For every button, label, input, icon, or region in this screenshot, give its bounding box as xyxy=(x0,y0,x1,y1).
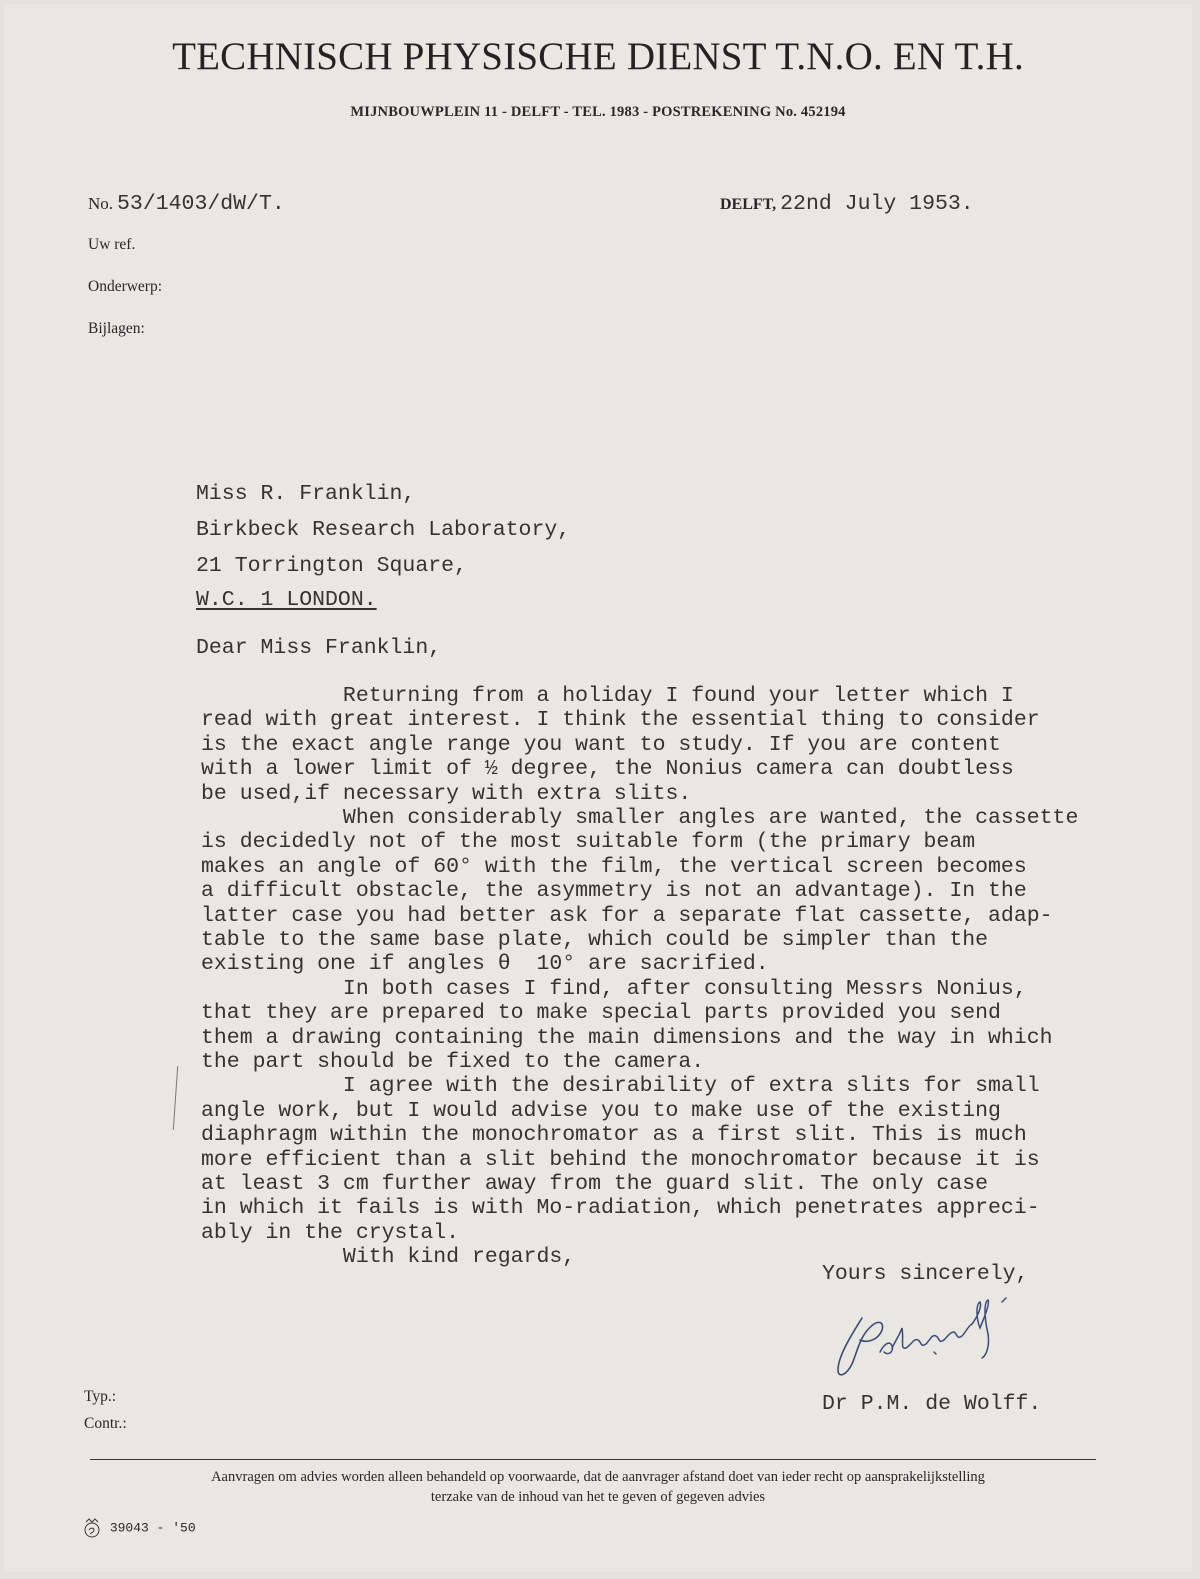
body-line: table to the same base plate, which could be simpler than the xyxy=(201,928,989,952)
body-line: Returning from a holiday I found your letter which I xyxy=(201,684,1014,708)
body-line: diaphragm within the monochromator as a first slit. This is much xyxy=(201,1123,1027,1148)
body-line: more efficient than a slit behind the monochromator because it is xyxy=(201,1147,1040,1172)
body-line: In both cases I find, after consulting Messrs Nonius, xyxy=(201,976,1027,1001)
letterhead-address: MIJNBOUWPLEIN 11 - DELFT - TEL. 1983 - POSTREKENING No. 452194 xyxy=(350,104,846,120)
place-label: DELFT, xyxy=(720,196,777,213)
body-line: is decidedly not of the most suitable form (the primary beam xyxy=(201,830,976,855)
date-value: 22nd July 1953. xyxy=(780,192,974,216)
body-line: makes an angle of 60° with the film, the vertical screen becomes xyxy=(201,854,1027,879)
form-number xyxy=(82,1517,196,1539)
body-line: be used,if necessary with extra slits. xyxy=(201,781,692,806)
body-line: existing one if angles θ 10° are sacrified. xyxy=(201,952,769,977)
body-line: read with great interest. I think the essential thing to consider xyxy=(201,708,1040,733)
footer-disclaimer: Aanvragen om advies worden alleen behandeld op voorwaarde, dat de aanvrager afstand doet van ieder recht op aansprakelijkstelling xyxy=(211,1469,985,1485)
footer-divider xyxy=(90,1459,1096,1460)
body-line: a difficult obstacle, the asymmetry is not an advantage). In the xyxy=(201,879,1027,904)
recipient-line: Birkbeck Research Laboratory, xyxy=(196,518,571,542)
body-line: latter case you had better ask for a separate flat cassette, adap- xyxy=(201,903,1053,928)
body-line: I agree with the desirability of extra slits for small xyxy=(201,1074,1040,1099)
body-line: With kind regards, xyxy=(201,1245,576,1270)
letter-sheet xyxy=(4,4,1192,1572)
letter-date xyxy=(720,192,974,216)
bijlagen-label: Bijlagen: xyxy=(88,320,145,337)
onderwerp-label: Onderwerp: xyxy=(88,278,163,295)
body-line: the part should be fixed to the camera. xyxy=(201,1050,705,1074)
recipient-city: W.C. 1 LONDON. xyxy=(196,588,377,612)
crown-seal-icon xyxy=(82,1517,102,1539)
footer-disclaimer: terzake van de inhoud van het te geven of gegeven advies xyxy=(430,1489,766,1505)
signature xyxy=(830,1294,1060,1390)
body-line: When considerably smaller angles are wanted, the cassette xyxy=(201,806,1079,830)
body-line: with a lower limit of ½ degree, the Nonius camera can doubtless xyxy=(201,757,1014,782)
reference-value: 53/1403/dW/T. xyxy=(117,192,285,216)
body-line: them a drawing containing the main dimensions and the way in which xyxy=(201,1025,1053,1050)
margin-pencil-mark xyxy=(173,1066,178,1130)
body-line: at least 3 cm further away from the guard slit. The only case xyxy=(201,1172,989,1196)
salutation: Dear Miss Franklin, xyxy=(196,636,442,660)
recipient-line: Miss R. Franklin, xyxy=(196,482,416,506)
body-line: ably in the crystal. xyxy=(201,1220,460,1245)
closing: Yours sincerely, xyxy=(822,1262,1029,1286)
typ-label: Typ.: xyxy=(84,1388,117,1405)
form-number-text: 39043 - '50 xyxy=(109,1520,196,1536)
body-line: in which it fails is with Mo-radiation, which penetrates appreci- xyxy=(201,1196,1040,1221)
body-line: angle work, but I would advise you to make use of the existing xyxy=(201,1098,1001,1123)
body-line: is the exact angle range you want to study. If you are content xyxy=(201,732,1001,757)
recipient-line: 21 Torrington Square, xyxy=(196,554,467,578)
body-line: that they are prepared to make special parts provided you send xyxy=(201,1001,1001,1026)
signatory: Dr P.M. de Wolff. xyxy=(822,1392,1042,1416)
letterhead-title: TECHNISCH PHYSISCHE DIENST T.N.O. EN T.H. xyxy=(172,35,1024,78)
reference-number xyxy=(88,192,285,216)
uw-ref-label: Uw ref. xyxy=(88,236,136,253)
reference-label: No. xyxy=(88,194,114,213)
contr-label: Contr.: xyxy=(84,1415,127,1432)
